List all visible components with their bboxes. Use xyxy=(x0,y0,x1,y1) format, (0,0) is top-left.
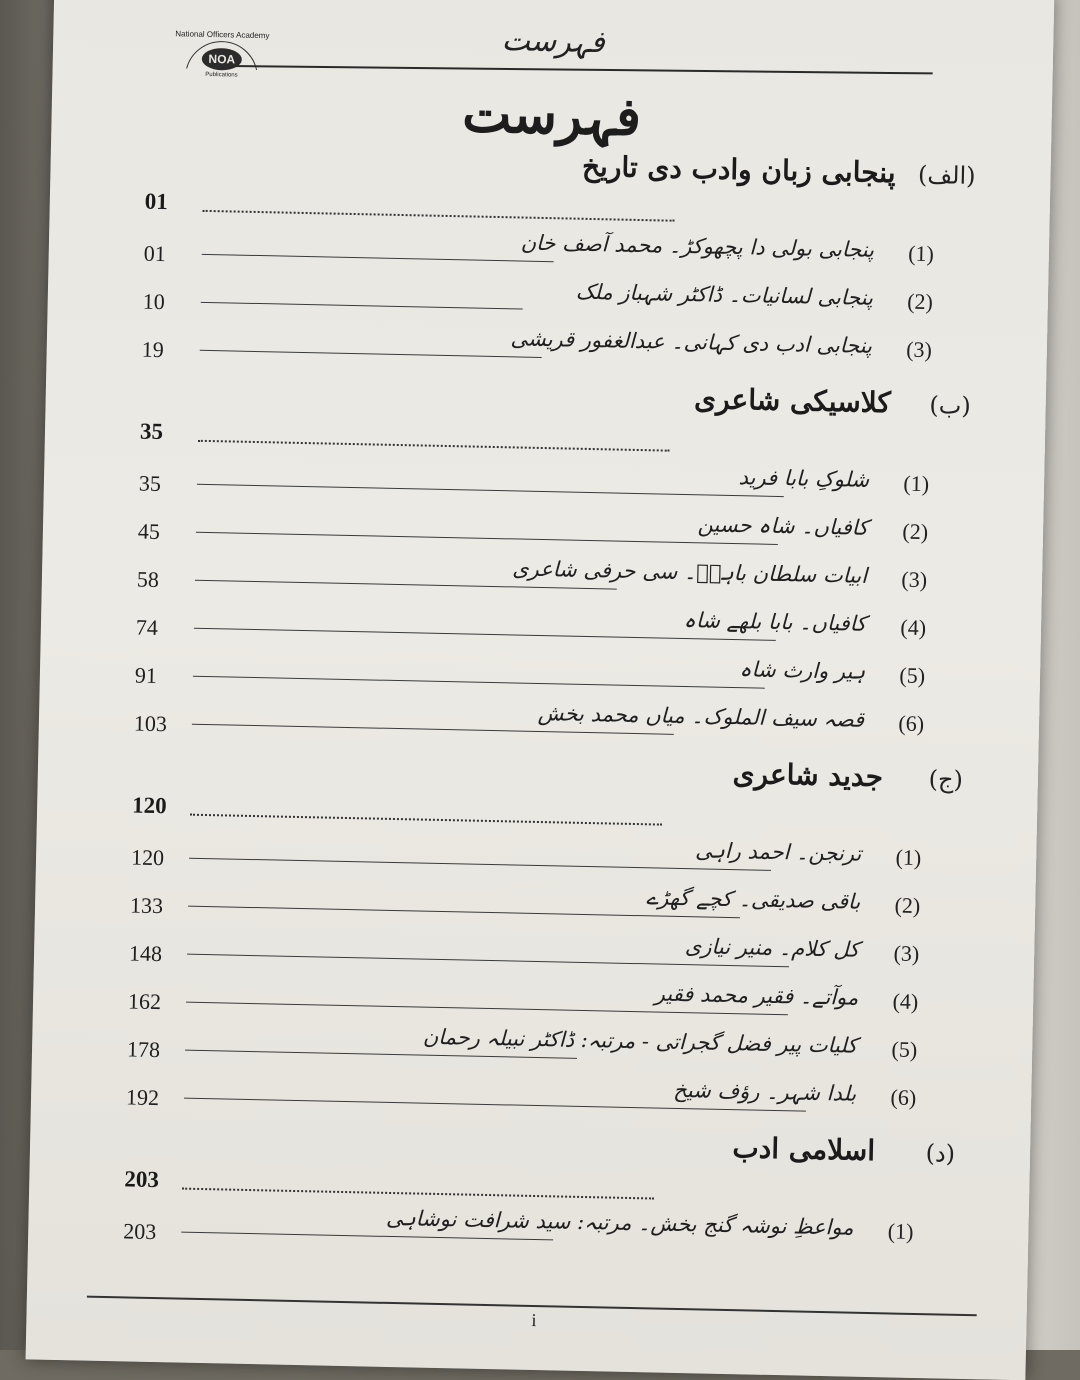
leader-line xyxy=(201,302,523,310)
leader-line xyxy=(196,532,778,545)
section-page-number: 120 xyxy=(131,792,167,819)
dotted-leader xyxy=(203,210,675,222)
leader-line xyxy=(181,1232,553,1241)
entry-number: (6) xyxy=(890,1084,917,1110)
entry-page-number: 148 xyxy=(128,940,163,967)
entry-page-number: 192 xyxy=(125,1084,160,1111)
header-rule xyxy=(228,65,933,74)
entry-page-number: 19 xyxy=(141,336,164,363)
entry-page-number: 203 xyxy=(123,1218,157,1245)
logo-arc-text: National Officers Academy xyxy=(175,29,270,41)
entry-page-number: 35 xyxy=(138,470,162,497)
entry-number: (2) xyxy=(902,518,929,545)
logo-mark: NOA xyxy=(208,51,236,67)
entry-number: (3) xyxy=(905,336,933,363)
section-letter: (د) xyxy=(925,1139,956,1168)
entry-title: پنجابی ادب دی کہانی۔ عبدالغفور قریشی xyxy=(510,326,873,358)
entry-number: (3) xyxy=(893,940,920,967)
entry-page-number: 120 xyxy=(130,844,165,871)
leader-line xyxy=(189,858,771,871)
dotted-leader xyxy=(182,1188,654,1200)
entry-title: شلوکِ بابا فرید xyxy=(738,465,870,492)
entry-number: (5) xyxy=(891,1036,918,1062)
entry-number: (4) xyxy=(892,988,919,1014)
entry-page-number: 162 xyxy=(127,988,162,1015)
leader-line xyxy=(197,484,784,497)
entry-title: بلدا شہر۔ رؤف شیخ xyxy=(673,1077,857,1106)
entry-page-number: 01 xyxy=(143,240,167,267)
entry-number: (2) xyxy=(894,892,921,919)
entry-title: ابیات سلطان باہوؒ۔ سی حرفی شاعری xyxy=(511,556,868,588)
entry-number: (1) xyxy=(903,470,930,497)
leader-line xyxy=(185,1050,577,1059)
section-letter: (الف) xyxy=(917,160,976,191)
entry-number: (1) xyxy=(887,1218,914,1244)
entry-number: (6) xyxy=(898,710,925,737)
entry-title: پنجابی لسانیات۔ ڈاکٹر شہباز ملک xyxy=(575,279,874,310)
entry-page-number: 58 xyxy=(136,566,160,592)
entry-title: قصہ سیف الملوک۔ میاں محمد بخش xyxy=(537,700,865,732)
book-page xyxy=(26,0,1055,1380)
entry-page-number: 45 xyxy=(137,518,161,545)
entry-number: (4) xyxy=(900,614,927,641)
entry-page-number: 178 xyxy=(126,1036,161,1063)
section-title: اسلامی ادب xyxy=(732,1131,876,1168)
entry-page-number: 103 xyxy=(133,710,168,737)
page-folio: i xyxy=(531,1309,537,1331)
entry-title: ترنجن۔ احمد راہی xyxy=(694,838,862,866)
section-page-number: 01 xyxy=(144,188,169,215)
entry-number: (1) xyxy=(907,240,935,267)
running-header: فہرست xyxy=(501,23,606,61)
entry-title: ہیر وارث شاہ xyxy=(739,657,866,684)
section-title: پنجابی زبان وادب دی تاریخ xyxy=(581,149,896,190)
entry-title: کافیاں۔ شاہ حسین xyxy=(697,512,869,540)
leader-line xyxy=(193,676,765,689)
entry-title: کافیاں۔ بابا بلھے شاہ xyxy=(683,607,867,636)
entry-page-number: 74 xyxy=(135,614,159,640)
entry-title: مواعظِ نوشہ گنج بخش۔ مرتبہ: سید شرافت نوشاہی xyxy=(385,1205,854,1240)
section-letter: (ج) xyxy=(928,765,964,794)
entry-number: (3) xyxy=(901,566,928,593)
section-page-number: 35 xyxy=(139,418,164,445)
page-title: فہرست xyxy=(461,83,642,148)
dotted-leader xyxy=(198,440,670,452)
entry-title: موآتے۔ فقیر محمد فقیر xyxy=(654,981,859,1010)
leader-line xyxy=(200,350,542,358)
entry-number: (5) xyxy=(899,662,926,689)
leader-line xyxy=(202,254,554,262)
entry-number: (2) xyxy=(906,288,934,315)
dotted-leader xyxy=(190,814,662,826)
entry-page-number: 91 xyxy=(134,662,158,688)
entry-page-number: 133 xyxy=(129,892,164,919)
entry-title: کل کلام۔ منیر نیازی xyxy=(684,934,860,962)
entry-title: پنجابی بولی دا پچھوکڑ۔ محمد آصف خان xyxy=(520,230,875,262)
section-title: کلاسیکی شاعری xyxy=(693,382,892,420)
logo-sub: Publications xyxy=(205,71,238,79)
entry-page-number: 10 xyxy=(142,288,166,315)
entry-number: (1) xyxy=(895,844,922,871)
entry-title: باقی صدیقی۔ کچے گھڑے xyxy=(645,885,861,914)
section-title: جدید شاعری xyxy=(732,757,884,794)
table-of-contents xyxy=(123,137,976,1266)
entry-title: کلیات پیر فضل گجراتی - مرتبہ: ڈاکٹر نبیلہ رحمان xyxy=(422,1024,858,1058)
section-page-number: 203 xyxy=(124,1166,160,1193)
section-letter: (ب) xyxy=(929,391,972,420)
